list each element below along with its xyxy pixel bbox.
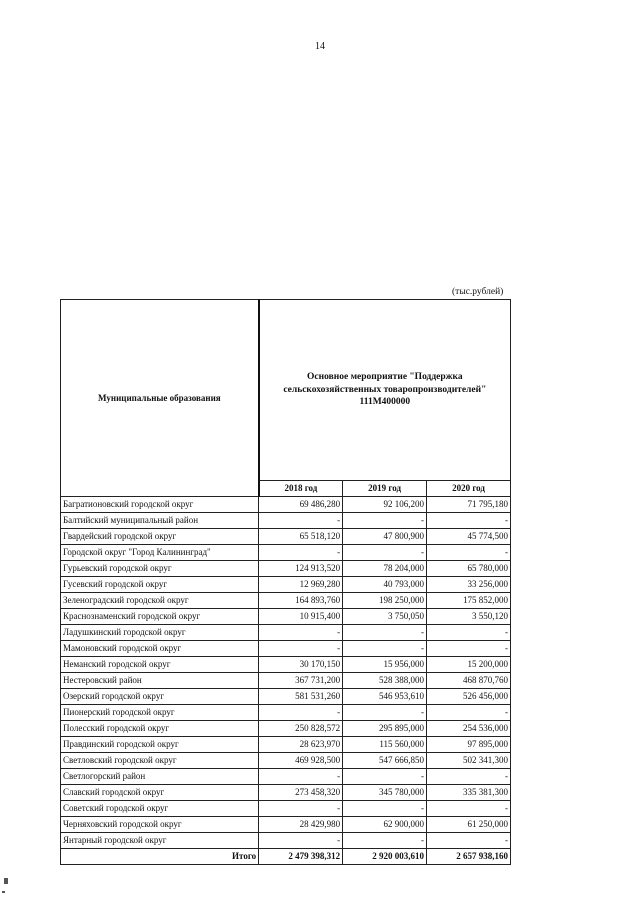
value-2018: 69 486,280 <box>259 497 343 513</box>
value-2019: 40 793,000 <box>343 577 427 593</box>
value-2019: - <box>343 625 427 641</box>
municipality-name: Гурьевский городской округ <box>61 561 259 577</box>
value-2020: 254 536,000 <box>427 721 511 737</box>
value-2019: 547 666,850 <box>343 753 427 769</box>
municipality-name: Советский городской округ <box>61 801 259 817</box>
value-2019: - <box>343 769 427 785</box>
table-row <box>61 801 511 817</box>
municipality-name: Нестеровский район <box>61 673 259 689</box>
municipality-name: Неманский городской округ <box>61 657 259 673</box>
value-2018: 164 893,760 <box>259 593 343 609</box>
total-label: Итого <box>61 849 259 865</box>
municipality-name: Ладушкинский городской округ <box>61 625 259 641</box>
value-2019: 528 388,000 <box>343 673 427 689</box>
header-row <box>61 300 511 481</box>
table-row <box>61 785 511 801</box>
year-2018-header: 2018 год <box>259 481 343 497</box>
table-row <box>61 753 511 769</box>
value-2020: 15 200,000 <box>427 657 511 673</box>
value-2020: - <box>427 545 511 561</box>
value-2019: 15 956,000 <box>343 657 427 673</box>
value-2018: 10 915,400 <box>259 609 343 625</box>
table-row <box>61 561 511 577</box>
value-2020: 3 550,120 <box>427 609 511 625</box>
value-2018: - <box>259 545 343 561</box>
value-2018: - <box>259 513 343 529</box>
municipality-name: Черняховский городской округ <box>61 817 259 833</box>
value-2018: 30 170,150 <box>259 657 343 673</box>
municipality-name: Пионерский городской округ <box>61 705 259 721</box>
value-2018: 28 429,980 <box>259 817 343 833</box>
value-2019: 78 204,000 <box>343 561 427 577</box>
municipality-name: Светлогорский район <box>61 769 259 785</box>
value-2019: 295 895,000 <box>343 721 427 737</box>
value-2020: 61 250,000 <box>427 817 511 833</box>
value-2020: 335 381,300 <box>427 785 511 801</box>
municipality-name: Славский городской округ <box>61 785 259 801</box>
page-number: 14 <box>315 41 325 52</box>
municipality-name: Гвардейский городской округ <box>61 529 259 545</box>
value-2020: - <box>427 513 511 529</box>
value-2018: 273 458,320 <box>259 785 343 801</box>
total-2020: 2 657 938,160 <box>427 849 511 865</box>
municipality-name: Озерский городской округ <box>61 689 259 705</box>
value-2020: - <box>427 801 511 817</box>
value-2019: 115 560,000 <box>343 737 427 753</box>
units-label: (тыс.рублей) <box>452 287 504 297</box>
value-2020: - <box>427 641 511 657</box>
value-2019: 47 800,900 <box>343 529 427 545</box>
value-2018: 250 828,572 <box>259 721 343 737</box>
value-2019: 92 106,200 <box>343 497 427 513</box>
total-row <box>61 849 511 865</box>
value-2019: 62 900,000 <box>343 817 427 833</box>
municipality-name: Балтийский муниципальный район <box>61 513 259 529</box>
header-municipalities: Муниципальные образования <box>61 300 259 497</box>
municipality-name: Городской округ "Город Калининград" <box>61 545 259 561</box>
value-2018: 65 518,120 <box>259 529 343 545</box>
municipality-name: Гусевский городской округ <box>61 577 259 593</box>
municipality-name: Янтарный городской округ <box>61 833 259 849</box>
value-2018: - <box>259 801 343 817</box>
value-2019: - <box>343 641 427 657</box>
table-row <box>61 545 511 561</box>
value-2018: 469 928,500 <box>259 753 343 769</box>
scan-mark <box>4 878 8 884</box>
table-row <box>61 497 511 513</box>
value-2019: - <box>343 545 427 561</box>
value-2020: - <box>427 769 511 785</box>
value-2018: 581 531,260 <box>259 689 343 705</box>
value-2020: - <box>427 705 511 721</box>
value-2018: - <box>259 625 343 641</box>
value-2020: - <box>427 625 511 641</box>
value-2018: - <box>259 833 343 849</box>
table-row <box>61 657 511 673</box>
year-2019-header: 2019 год <box>343 481 427 497</box>
municipality-name: Светловский городской округ <box>61 753 259 769</box>
table-row <box>61 769 511 785</box>
value-2020: - <box>427 833 511 849</box>
table-row <box>61 673 511 689</box>
table-row <box>61 833 511 849</box>
value-2020: 175 852,000 <box>427 593 511 609</box>
table-row <box>61 529 511 545</box>
municipality-name: Полесский городской округ <box>61 721 259 737</box>
municipality-name: Багратионовский городской округ <box>61 497 259 513</box>
table-row <box>61 737 511 753</box>
table-row <box>61 817 511 833</box>
value-2019: 3 750,050 <box>343 609 427 625</box>
header-measure: Основное мероприятие "Поддержка сельскохозяйственных товаропроизводителей" 111М400000 <box>259 300 511 481</box>
value-2020: 97 895,000 <box>427 737 511 753</box>
table-row <box>61 721 511 737</box>
value-2019: 546 953,610 <box>343 689 427 705</box>
value-2020: 71 795,180 <box>427 497 511 513</box>
value-2018: 367 731,200 <box>259 673 343 689</box>
municipality-name: Мамоновский городской округ <box>61 641 259 657</box>
municipality-name: Зеленоградский городской округ <box>61 593 259 609</box>
value-2019: - <box>343 801 427 817</box>
value-2018: 124 913,520 <box>259 561 343 577</box>
table-row <box>61 641 511 657</box>
value-2020: 502 341,300 <box>427 753 511 769</box>
funding-table <box>60 299 511 865</box>
total-2018: 2 479 398,312 <box>259 849 343 865</box>
table-row <box>61 577 511 593</box>
value-2018: 28 623,970 <box>259 737 343 753</box>
table-row <box>61 625 511 641</box>
total-2019: 2 920 003,610 <box>343 849 427 865</box>
value-2019: 345 780,000 <box>343 785 427 801</box>
value-2019: - <box>343 513 427 529</box>
value-2020: 65 780,000 <box>427 561 511 577</box>
value-2018: - <box>259 769 343 785</box>
table-row <box>61 689 511 705</box>
value-2019: - <box>343 705 427 721</box>
municipality-name: Правдинский городской округ <box>61 737 259 753</box>
table-row <box>61 513 511 529</box>
value-2020: 45 774,500 <box>427 529 511 545</box>
value-2018: - <box>259 705 343 721</box>
scan-mark <box>2 891 5 893</box>
municipality-name: Краснознаменский городской округ <box>61 609 259 625</box>
value-2018: - <box>259 641 343 657</box>
value-2020: 526 456,000 <box>427 689 511 705</box>
year-2020-header: 2020 год <box>427 481 511 497</box>
table-row <box>61 705 511 721</box>
value-2019: - <box>343 833 427 849</box>
table-row <box>61 609 511 625</box>
value-2019: 198 250,000 <box>343 593 427 609</box>
value-2020: 468 870,760 <box>427 673 511 689</box>
value-2018: 12 969,280 <box>259 577 343 593</box>
table-row <box>61 593 511 609</box>
value-2020: 33 256,000 <box>427 577 511 593</box>
